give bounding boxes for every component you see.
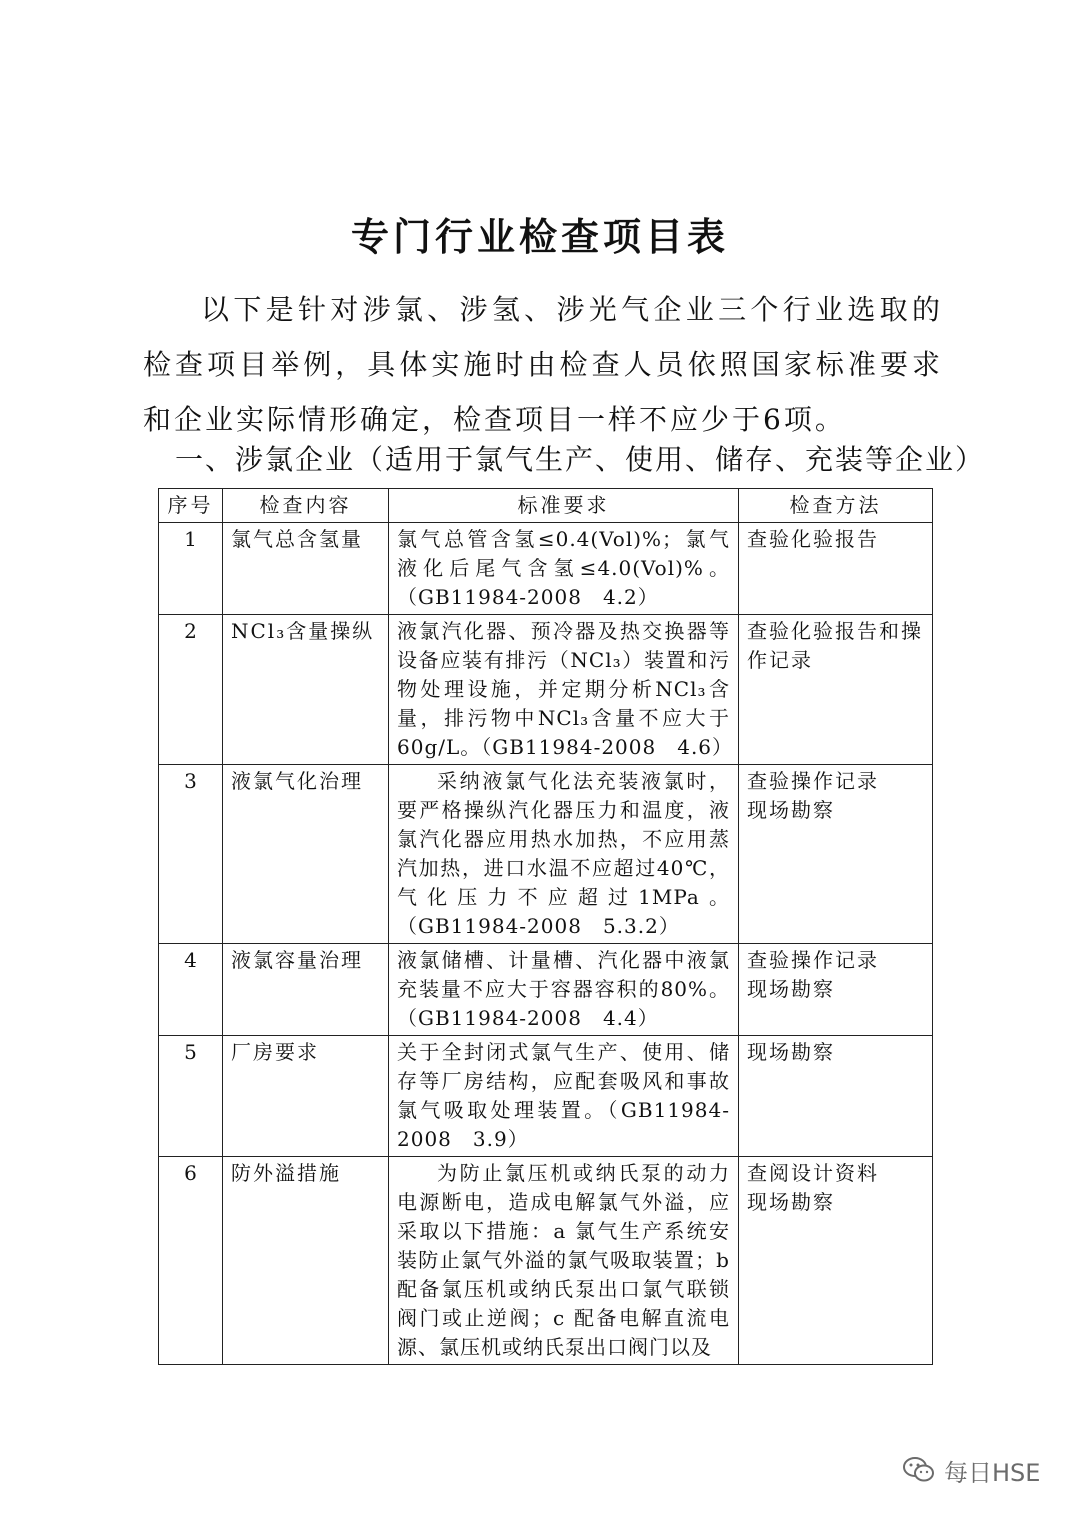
row-no: 1 [159, 523, 223, 615]
row-item: 氯气总含氢量 [223, 523, 389, 615]
row-method: 查验化验报告 [739, 523, 933, 615]
row-no: 6 [159, 1157, 223, 1365]
row-method: 查阅设计资料 现场勘察 [739, 1157, 933, 1365]
row-method: 查验操作记录 现场勘察 [739, 765, 933, 944]
header-no: 序号 [159, 489, 223, 523]
row-requirement: 关于全封闭式氯气生产、使用、储存等厂房结构，应配套吸风和事故氯气吸取处理装置。（GB11984-2008 3.9） [389, 1036, 739, 1157]
row-no: 2 [159, 615, 223, 765]
row-item: 液氯气化治理 [223, 765, 389, 944]
row-method: 现场勘察 [739, 1036, 933, 1157]
row-requirement: 氯气总管含氢≤0.4(Vol)%；氯气液化后尾气含氢≤4.0(Vol)%。（GB11984-2008 4.2） [389, 523, 739, 615]
row-item: NCl₃含量操纵 [223, 615, 389, 765]
table-row [159, 1036, 933, 1157]
table-row [159, 1157, 933, 1365]
row-method: 查验操作记录 现场勘察 [739, 944, 933, 1036]
table-row [159, 523, 933, 615]
inspection-table [158, 488, 933, 1365]
row-method: 查验化验报告和操作记录 [739, 615, 933, 765]
row-requirement: 液氯汽化器、预冷器及热交换器等设备应装有排污（NCl₃）装置和污物处理设施，并定期分析NCl₃含量，排污物中NCl₃含量不应大于60g/L。（GB11984-2008 4.6） [389, 615, 739, 765]
row-no: 4 [159, 944, 223, 1036]
table-row [159, 765, 933, 944]
wechat-icon [902, 1455, 936, 1485]
row-no: 5 [159, 1036, 223, 1157]
row-requirement: 液氯储槽、计量槽、汽化器中液氯充装量不应大于容器容积的80%。（GB11984-2008 4.4） [389, 944, 739, 1036]
header-method: 检查方法 [739, 489, 933, 523]
row-requirement: 采纳液氯气化法充装液氯时，要严格操纵汽化器压力和温度，液氯汽化器应用热水加热，不应用蒸汽加热，进口水温不应超过40℃，气化压力不应超过1MPa。（GB11984-2008 5.3.2） [389, 765, 739, 944]
row-no: 3 [159, 765, 223, 944]
header-item: 检查内容 [223, 489, 389, 523]
table-header-row [159, 489, 933, 523]
header-requirement: 标准要求 [389, 489, 739, 523]
intro-paragraph: 以下是针对涉氯、涉氢、涉光气企业三个行业选取的检查项目举例，具体实施时由检查人员依照国家标准要求和企业实际情形确定，检查项目一样不应少于6项。 [143, 293, 943, 436]
row-item: 防外溢措施 [223, 1157, 389, 1365]
watermark [902, 1450, 1040, 1490]
table-row [159, 615, 933, 765]
row-item: 厂房要求 [223, 1036, 389, 1157]
table-row [159, 944, 933, 1036]
section-heading: 一、涉氯企业（适用于氯气生产、使用、储存、充装等企业） [175, 443, 986, 476]
row-requirement: 为防止氯压机或纳氏泵的动力电源断电，造成电解氯气外溢，应采取以下措施：a 氯气生产系统安装防止氯气外溢的氯气吸取装置；b 配备氯压机或纳氏泵出口氯气联锁阀门或止逆阀；c 配备电解直流电源、氯压机或纳氏泵出口阀门以及 [389, 1157, 739, 1365]
row-item: 液氯容量治理 [223, 944, 389, 1036]
document-title: 专门行业检查项目表 [350, 215, 729, 259]
watermark-text: 每日HSE [944, 1458, 1041, 1487]
